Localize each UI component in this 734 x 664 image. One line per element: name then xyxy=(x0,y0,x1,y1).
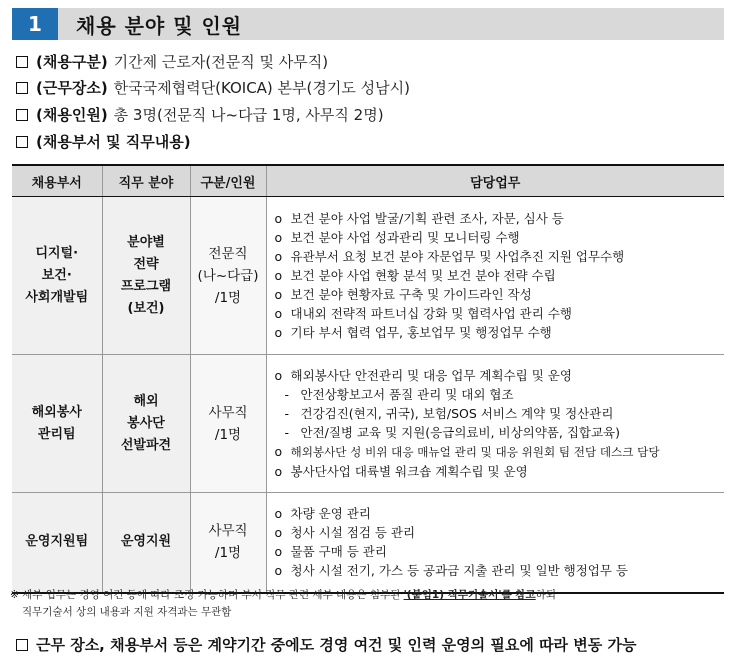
field-line: 전략 xyxy=(133,256,159,272)
field-line: 선발파견 xyxy=(120,437,172,453)
type-line: /1명 xyxy=(214,426,242,443)
duty-item: o 보건 분야 사업 성과관리 및 모니터링 수행 xyxy=(274,230,520,245)
header-duties: 담당업무 xyxy=(266,165,724,197)
section-number: 1 xyxy=(12,8,58,40)
field-line: 봉사단 xyxy=(127,415,165,431)
dept-cell xyxy=(12,197,102,355)
final-notice xyxy=(16,634,636,655)
dept-line: 보건· xyxy=(41,267,72,283)
dept-line: 디지털· xyxy=(35,245,79,261)
duty-subitem: - 안전/질병 교육 및 지원(응급의료비, 비상의약품, 집합교육) xyxy=(284,425,621,440)
field-line: 해외 xyxy=(133,393,159,409)
field-cell xyxy=(102,197,190,355)
type-line: /1명 xyxy=(214,289,242,306)
duty-item: o 기타 부서 협력 업무, 홍보업무 및 행정업무 수행 xyxy=(274,325,552,340)
footnote-line-1: ※ 세부 업무는 경영 여건 등에 따라 조정 가능하며 부서 직무 관련 세부 내용은 첨부된 '(붙임1) 직무기술서'를 참고하되 xyxy=(10,589,556,601)
duty-item: o 해외봉사단 성 비위 대응 매뉴얼 관리 및 대응 위원회 팀 전담 데스크 담당 xyxy=(274,444,660,459)
item-label: (채용부서 및 직무내용) xyxy=(36,133,191,151)
duty-item: o 청사 시설 전기, 가스 등 공과금 지출 관리 및 일반 행정업무 등 xyxy=(274,563,628,579)
section-title: 채용 분야 및 인원 xyxy=(76,13,243,38)
recruitment-table xyxy=(12,164,724,594)
footnote-line-2: 직무기술서 상의 내용과 지원 자격과는 무관함 xyxy=(22,606,232,618)
duty-item: o 보건 분야 현황자료 구축 및 가이드라인 작성 xyxy=(274,287,532,302)
item-work-location xyxy=(16,77,410,98)
checkbox-square-icon xyxy=(16,639,28,651)
dept-cell xyxy=(12,355,102,493)
duty-item: o 유관부서 요청 보건 분야 자문업무 및 사업추진 지원 업무수행 xyxy=(274,249,625,264)
field-line: 운영지원 xyxy=(120,534,172,550)
duties-cell xyxy=(266,197,724,355)
field-cell xyxy=(102,355,190,493)
footnote xyxy=(10,587,722,621)
duty-subitem: - 안전상황보고서 품질 관리 및 대외 협조 xyxy=(284,387,514,402)
field-line: 분야별 xyxy=(127,234,165,250)
item-dept-duties xyxy=(16,131,191,152)
item-label: (채용인원) xyxy=(36,106,108,124)
field-line: (보건) xyxy=(127,300,165,316)
dept-line: 관리팀 xyxy=(37,426,76,442)
item-label: (근무장소) xyxy=(36,79,108,97)
duty-item: o 봉사단사업 대륙별 워크숍 계획수립 및 운영 xyxy=(274,464,528,479)
header-type: 구분/인원 xyxy=(190,165,266,197)
item-label: (채용구분) xyxy=(36,53,108,71)
checkbox-square-icon xyxy=(16,56,28,68)
type-cell xyxy=(190,493,266,593)
attachment-reference: '(붙임1) 직무기술서'를 참고 xyxy=(403,589,536,601)
type-line: (나~다급) xyxy=(197,267,259,284)
checkbox-square-icon xyxy=(16,109,28,121)
type-line: 사무직 xyxy=(208,404,248,421)
duty-subitem: - 건강검진(현지, 귀국), 보험/SOS 서비스 계약 및 정산관리 xyxy=(284,406,614,421)
type-cell xyxy=(190,197,266,355)
item-value: 총 3명(전문직 나~다급 1명, 사무직 2명) xyxy=(113,106,384,124)
duty-item: o 대내외 전략적 파트너십 강화 및 협력사업 관리 수행 xyxy=(274,306,572,321)
checkbox-square-icon xyxy=(16,82,28,94)
type-cell xyxy=(190,355,266,493)
field-cell xyxy=(102,493,190,593)
checkbox-square-icon xyxy=(16,136,28,148)
dept-line: 운영지원팀 xyxy=(25,534,89,550)
duties-cell xyxy=(266,355,724,493)
duties-cell xyxy=(266,493,724,593)
dept-line: 사회개발팀 xyxy=(25,289,89,305)
section-title-bar xyxy=(12,8,724,40)
final-notice-text: 근무 장소, 채용부서 등은 계약기간 중에도 경영 여건 및 인력 운영의 필요에 따라 변동 가능 xyxy=(36,636,637,654)
table-row xyxy=(12,197,724,355)
item-headcount xyxy=(16,104,384,125)
duty-item: o 보건 분야 사업 현황 분석 및 보건 분야 전략 수립 xyxy=(274,268,556,283)
field-line: 프로그램 xyxy=(120,278,172,294)
type-line: 전문직 xyxy=(208,245,248,262)
duty-item: o 물품 구매 등 관리 xyxy=(274,544,387,560)
dept-cell xyxy=(12,493,102,593)
type-line: 사무직 xyxy=(208,523,248,540)
header-dept: 채용부서 xyxy=(12,165,102,197)
type-line: /1명 xyxy=(214,545,242,562)
table-header-row xyxy=(12,165,724,197)
table-row xyxy=(12,493,724,593)
duty-item: o 해외봉사단 안전관리 및 대응 업무 계획수립 및 운영 xyxy=(274,368,572,383)
item-value: 기간제 근로자(전문직 및 사무직) xyxy=(113,53,329,71)
header-field: 직무 분야 xyxy=(102,165,190,197)
duty-item: o 청사 시설 점검 등 관리 xyxy=(274,525,416,541)
item-employment-type xyxy=(16,51,328,72)
dept-line: 해외봉사 xyxy=(31,404,82,420)
table-row xyxy=(12,355,724,493)
item-value: 한국국제협력단(KOICA) 본부(경기도 성남시) xyxy=(113,79,410,97)
duty-item: o 보건 분야 사업 발굴/기획 관련 조사, 자문, 심사 등 xyxy=(274,211,564,226)
duty-item: o 차량 운영 관리 xyxy=(274,506,371,522)
